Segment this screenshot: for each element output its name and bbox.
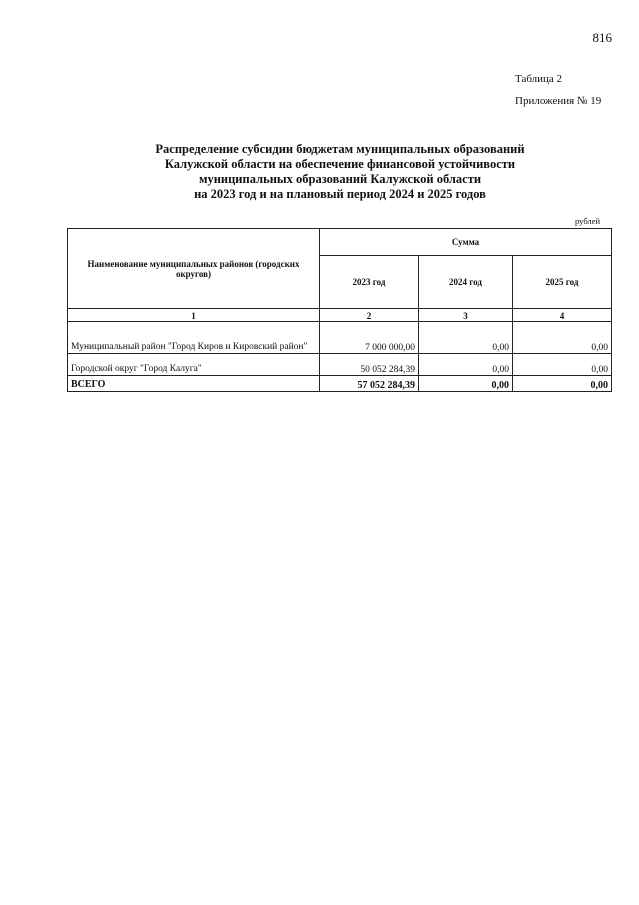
header-sum-label: Сумма (451, 237, 480, 247)
header-year-2023: 2023 год (320, 256, 419, 309)
row-value-2024: 0,00 (419, 354, 513, 376)
table-row (68, 354, 612, 376)
title-line: Распределение субсидии бюджетам муниципальных образований (155, 142, 525, 156)
subsidy-table (67, 228, 612, 392)
total-label: ВСЕГО (68, 376, 320, 392)
table-row (68, 322, 612, 354)
header-name-label: Наименование муниципальных районов (городских округов) (87, 258, 300, 279)
column-number-row (68, 309, 612, 322)
document-title (60, 142, 620, 202)
row-name: Муниципальный район "Город Киров и Кировский район" (68, 322, 320, 354)
row-value-2023: 50 052 284,39 (320, 354, 419, 376)
total-value-2024: 0,00 (419, 376, 513, 392)
total-value-2025: 0,00 (513, 376, 612, 392)
column-number: 2 (320, 309, 419, 322)
appendix-label: Приложения № 19 (515, 95, 602, 107)
header-name-cell (68, 229, 320, 309)
column-number: 1 (68, 309, 320, 322)
title-line: муниципальных образований Калужской области (198, 172, 482, 186)
table-label: Таблица 2 (515, 73, 563, 85)
row-value-2025: 0,00 (513, 322, 612, 354)
row-value-2024: 0,00 (419, 322, 513, 354)
header-sum-cell (320, 229, 612, 256)
title-line: Калужской области на обеспечение финансовой устойчивости (164, 157, 516, 171)
total-row (68, 376, 612, 392)
row-value-2025: 0,00 (513, 354, 612, 376)
page-number: 816 (592, 30, 612, 45)
title-line: на 2023 год и на плановый период 2024 и 2025 годов (194, 187, 486, 201)
column-number: 4 (513, 309, 612, 322)
column-number: 3 (419, 309, 513, 322)
header-year-2024: 2024 год (419, 256, 513, 309)
row-value-2023: 7 000 000,00 (320, 322, 419, 354)
row-name: Городской округ "Город Калуга" (68, 354, 320, 376)
units-label: рублей (575, 216, 600, 226)
header-year-2025: 2025 год (513, 256, 612, 309)
total-value-2023: 57 052 284,39 (320, 376, 419, 392)
